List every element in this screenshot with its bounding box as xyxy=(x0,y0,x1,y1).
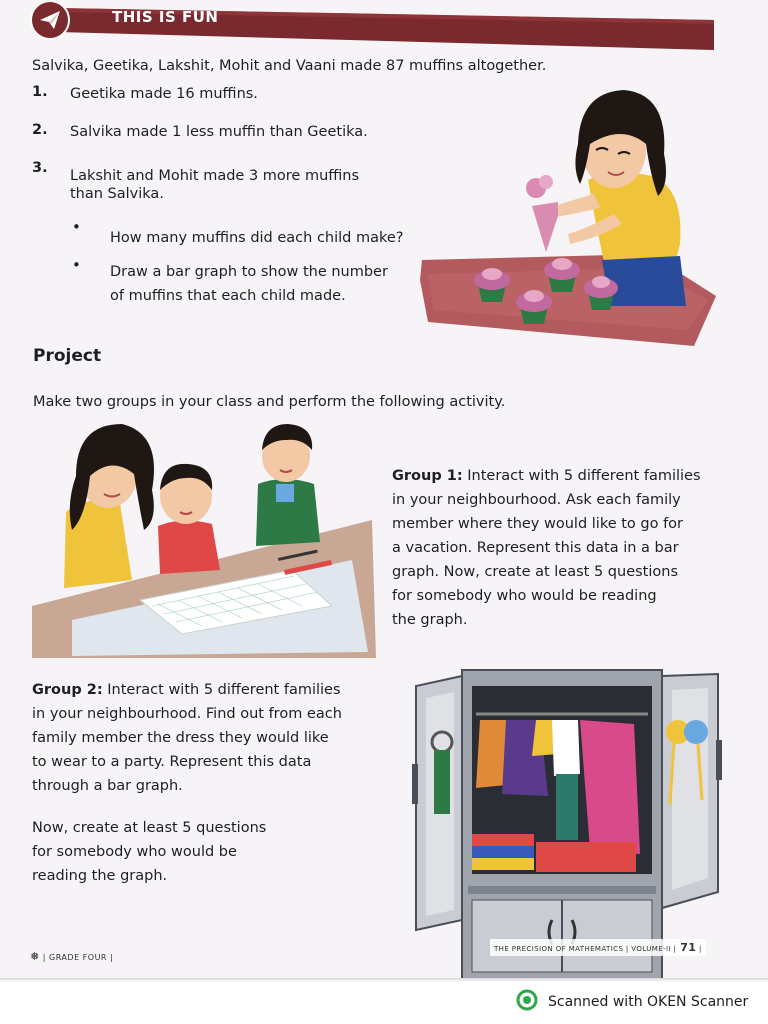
group2-label: Group 2: xyxy=(32,682,103,698)
question-text: How many muffins did each child make? xyxy=(110,230,404,246)
group2-line: reading the graph. xyxy=(32,868,168,884)
group1-line: member where they would like to go for xyxy=(392,516,684,532)
project-instruction: Make two groups in your class and perform the following activity. xyxy=(33,394,506,410)
oken-logo-icon xyxy=(516,989,538,1015)
group1-label: Group 1: xyxy=(392,468,463,484)
fact-number: 1. xyxy=(32,84,48,100)
project-heading: Project xyxy=(33,346,102,366)
footer-wheel-icon: ❅ xyxy=(30,950,40,963)
fact-text: Geetika made 16 muffins. xyxy=(70,86,258,102)
group2-line: Group 2: Interact with 5 different families xyxy=(32,682,341,698)
question-text: of muffins that each child made. xyxy=(110,288,346,304)
footer-book-title: THE PRECISION OF MATHEMATICS | VOLUME-II | 71 | xyxy=(490,939,706,956)
fact-number: 2. xyxy=(32,122,48,138)
page-number: 71 xyxy=(680,941,697,954)
section-banner xyxy=(28,2,714,50)
wardrobe-illustration xyxy=(402,664,732,980)
banner-title: THIS IS FUN xyxy=(112,8,219,26)
children-table-illustration xyxy=(32,420,376,662)
group1-line: for somebody who would be reading xyxy=(392,588,657,604)
scanner-watermark xyxy=(516,990,748,1014)
group1-line: in your neighbourhood. Ask each family xyxy=(392,492,681,508)
page-edge xyxy=(0,978,768,982)
group2-line: to wear to a party. Represent this data xyxy=(32,754,312,770)
group1-text xyxy=(392,464,701,632)
group2-line: Now, create at least 5 questions xyxy=(32,820,267,836)
scanner-text: Scanned with OKEN Scanner xyxy=(548,994,749,1010)
group1-line: a vacation. Represent this data in a bar xyxy=(392,540,679,556)
paper-plane-icon xyxy=(38,8,62,36)
group1-line: graph. Now, create at least 5 questions xyxy=(392,564,678,580)
fact-text: Lakshit and Mohit made 3 more muffins xyxy=(70,168,360,184)
question-text: Draw a bar graph to show the number xyxy=(110,264,388,280)
group2-line: through a bar graph. xyxy=(32,778,183,794)
footer-grade: ❅ | GRADE FOUR | xyxy=(30,950,114,963)
group2-line: in your neighbourhood. Find out from each xyxy=(32,706,342,722)
fact-number: 3. xyxy=(32,160,48,176)
fact-text: Salvika made 1 less muffin than Geetika. xyxy=(70,124,368,140)
group2-text-continued xyxy=(32,816,266,888)
group2-line: for somebody who would be xyxy=(32,844,237,860)
group2-line: family member the dress they would like xyxy=(32,730,329,746)
bullet: • xyxy=(72,256,81,274)
bullet: • xyxy=(72,218,81,236)
girl-cupcakes-illustration xyxy=(418,84,718,350)
intro-text: Salvika, Geetika, Lakshit, Mohit and Vaani made 87 muffins altogether. xyxy=(32,58,547,74)
group2-text xyxy=(32,678,342,798)
fact-text: than Salvika. xyxy=(70,186,164,202)
group1-line: the graph. xyxy=(392,612,468,628)
group1-line: Group 1: Interact with 5 different families xyxy=(392,468,701,484)
